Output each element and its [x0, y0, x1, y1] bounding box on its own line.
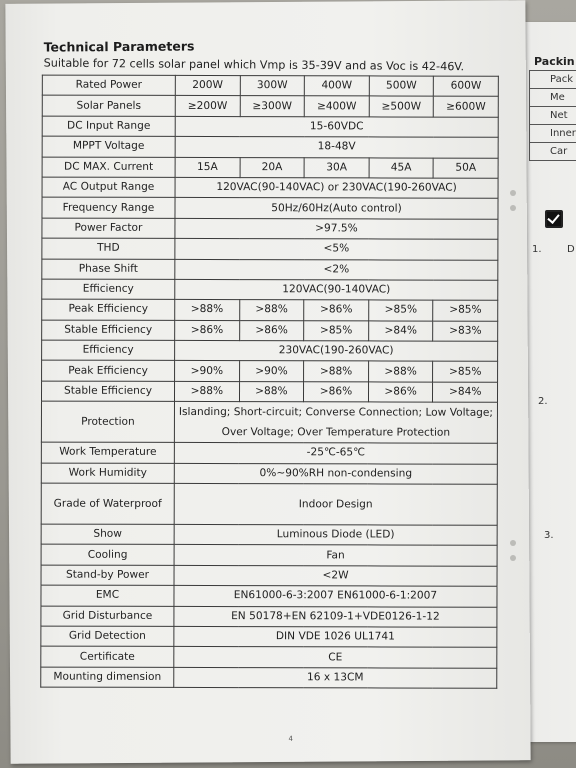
facing-table-cell: Pack	[530, 71, 576, 89]
value-cell: >88%	[175, 300, 240, 321]
checkbox-icon	[545, 210, 563, 228]
value-cell: 30A	[304, 157, 369, 178]
value-cell: -25℃-65℃	[174, 443, 497, 464]
table-row	[42, 340, 498, 362]
value-cell: 0%~90%RH non-condensing	[174, 463, 497, 484]
value-cell: DIN VDE 1026 UL1741	[174, 626, 497, 647]
value-cell: <5%	[175, 239, 498, 260]
table-row	[42, 361, 498, 383]
value-cell: >85%	[304, 320, 369, 341]
value-cell: >83%	[433, 321, 498, 342]
row-label: Phase Shift	[42, 259, 175, 280]
row-label: Cooling	[41, 544, 174, 565]
value-cell: >86%	[304, 382, 369, 403]
binding-hole	[510, 555, 516, 561]
facing-page-number: 1.	[532, 244, 542, 255]
value-cell: ≥200W	[175, 96, 240, 117]
value-cell: Indoor Design	[174, 483, 497, 525]
table-row	[41, 524, 497, 546]
value-cell: >88%	[368, 361, 433, 382]
value-cell: >97.5%	[175, 218, 498, 239]
table-row	[42, 75, 498, 97]
value-cell: 15-60VDC	[175, 116, 498, 137]
value-cell: CE	[174, 647, 497, 668]
table-row	[42, 177, 498, 199]
facing-page-number: 2.	[538, 396, 548, 407]
value-cell: >85%	[433, 362, 498, 383]
value-cell: 500W	[369, 76, 434, 97]
row-label: Solar Panels	[42, 95, 175, 116]
value-cell: ≥600W	[434, 96, 499, 117]
value-cell: <2%	[175, 259, 498, 280]
page-number: 4	[288, 734, 293, 743]
row-label: Peak Efficiency	[42, 299, 175, 320]
value-cell: 20A	[240, 157, 305, 178]
row-label: THD	[42, 238, 175, 259]
table-row	[42, 136, 498, 158]
value-cell: 50Hz/60Hz(Auto control)	[175, 198, 498, 219]
row-label: AC Output Range	[42, 177, 175, 198]
table-row	[42, 218, 498, 240]
value-cell: >86%	[175, 320, 240, 341]
row-label: DC Input Range	[42, 116, 175, 137]
page-title: Technical Parameters	[43, 38, 195, 55]
facing-page-number: 3.	[544, 530, 554, 541]
table-row	[41, 483, 497, 525]
facing-table-cell: Me	[530, 89, 576, 107]
value-cell: >88%	[239, 381, 304, 402]
row-label: Grade of Waterproof	[41, 483, 174, 524]
binding-hole	[510, 190, 516, 196]
table-row	[41, 585, 497, 607]
table-row	[42, 279, 498, 301]
value-cell: Fan	[174, 545, 497, 566]
row-label: Efficiency	[42, 279, 175, 300]
table-row	[42, 320, 498, 342]
row-label: Frequency Range	[42, 197, 175, 218]
value-cell: 200W	[175, 75, 240, 96]
value-cell: 600W	[434, 76, 499, 97]
value-cell: Luminous Diode (LED)	[174, 524, 497, 545]
facing-table-cell: Inner	[530, 125, 576, 143]
row-label: Certificate	[41, 646, 174, 667]
manual-page	[5, 0, 530, 764]
value-cell: >88%	[239, 300, 304, 321]
value-cell: >85%	[433, 300, 498, 321]
facing-table-row	[530, 71, 576, 89]
value-cell: 300W	[240, 76, 305, 97]
row-label: Grid Disturbance	[41, 606, 174, 627]
binding-hole	[510, 205, 516, 211]
value-cell: Islanding; Short-circuit; Converse Connection; Low Voltage; Over Voltage; Over Temperature Protection	[174, 402, 497, 444]
value-cell: >86%	[304, 300, 369, 321]
value-cell: >84%	[433, 382, 498, 403]
value-cell: ≥400W	[304, 96, 369, 117]
table-row	[41, 626, 497, 648]
table-row	[42, 259, 498, 281]
table-row	[42, 157, 498, 179]
value-cell: >86%	[239, 320, 304, 341]
table-row	[41, 401, 497, 443]
value-cell: >86%	[368, 382, 433, 403]
table-row	[41, 463, 497, 485]
table-row	[42, 299, 498, 321]
value-cell: >88%	[174, 381, 239, 402]
table-row	[42, 95, 498, 117]
value-cell: >85%	[368, 300, 433, 321]
table-row	[41, 442, 497, 464]
table-row	[42, 238, 498, 260]
value-cell: EN61000-6-3:2007 EN61000-6-1:2007	[174, 586, 497, 607]
value-cell: >88%	[304, 361, 369, 382]
row-label: Show	[41, 524, 174, 545]
table-row	[42, 197, 498, 219]
value-cell: EN 50178+EN 62109-1+VDE0126-1-12	[174, 606, 497, 627]
table-row	[41, 606, 497, 628]
row-label: Rated Power	[42, 75, 175, 96]
spec-table-container	[40, 75, 499, 689]
page-subtitle: Suitable for 72 cells solar panel which Vmp is 35-39V and as Voc is 42-46V.	[43, 56, 465, 74]
table-row	[41, 544, 497, 566]
value-cell: >84%	[368, 321, 433, 342]
row-label: Protection	[41, 401, 174, 442]
table-row	[41, 667, 497, 689]
value-cell: 15A	[175, 157, 240, 178]
table-row	[41, 381, 497, 403]
facing-table-cell: Net	[530, 107, 576, 125]
facing-table-row	[530, 89, 576, 107]
value-cell: 45A	[369, 157, 434, 178]
facing-table-row	[530, 125, 576, 143]
row-label: MPPT Voltage	[42, 136, 175, 157]
value-cell: 120VAC(90-140VAC) or 230VAC(190-260VAC)	[175, 177, 498, 198]
value-cell: ≥500W	[369, 96, 434, 117]
spec-table	[40, 75, 499, 689]
facing-page-table	[529, 70, 576, 161]
facing-page-title: Packin	[534, 55, 575, 68]
row-label: Stable Efficiency	[41, 381, 174, 402]
value-cell: 230VAC(190-260VAC)	[175, 340, 498, 361]
row-label: Mounting dimension	[41, 667, 174, 688]
facing-table-row	[530, 143, 576, 161]
value-cell: >90%	[175, 361, 240, 382]
value-cell: 16 x 13CM	[174, 667, 497, 688]
facing-page-letter: D	[567, 244, 575, 255]
value-cell: <2W	[174, 565, 497, 586]
row-label: Grid Detection	[41, 626, 174, 647]
row-label: Peak Efficiency	[42, 361, 175, 382]
binding-hole	[510, 540, 516, 546]
facing-table-cell: Car	[530, 143, 576, 161]
table-row	[41, 646, 497, 668]
row-label: Work Humidity	[41, 463, 174, 484]
row-label: Stand-by Power	[41, 565, 174, 586]
row-label: Efficiency	[42, 340, 175, 361]
value-cell: 120VAC(90-140VAC)	[175, 279, 498, 300]
row-label: DC MAX. Current	[42, 157, 175, 178]
row-label: Stable Efficiency	[42, 320, 175, 341]
facing-table-row	[530, 107, 576, 125]
value-cell: 50A	[433, 158, 498, 179]
value-cell: 18-48V	[175, 137, 498, 158]
table-row	[42, 116, 498, 138]
row-label: Work Temperature	[41, 442, 174, 463]
value-cell: >90%	[239, 361, 304, 382]
row-label: EMC	[41, 585, 174, 606]
table-row	[41, 565, 497, 587]
value-cell: ≥300W	[240, 96, 305, 117]
row-label: Power Factor	[42, 218, 175, 239]
value-cell: 400W	[304, 76, 369, 97]
